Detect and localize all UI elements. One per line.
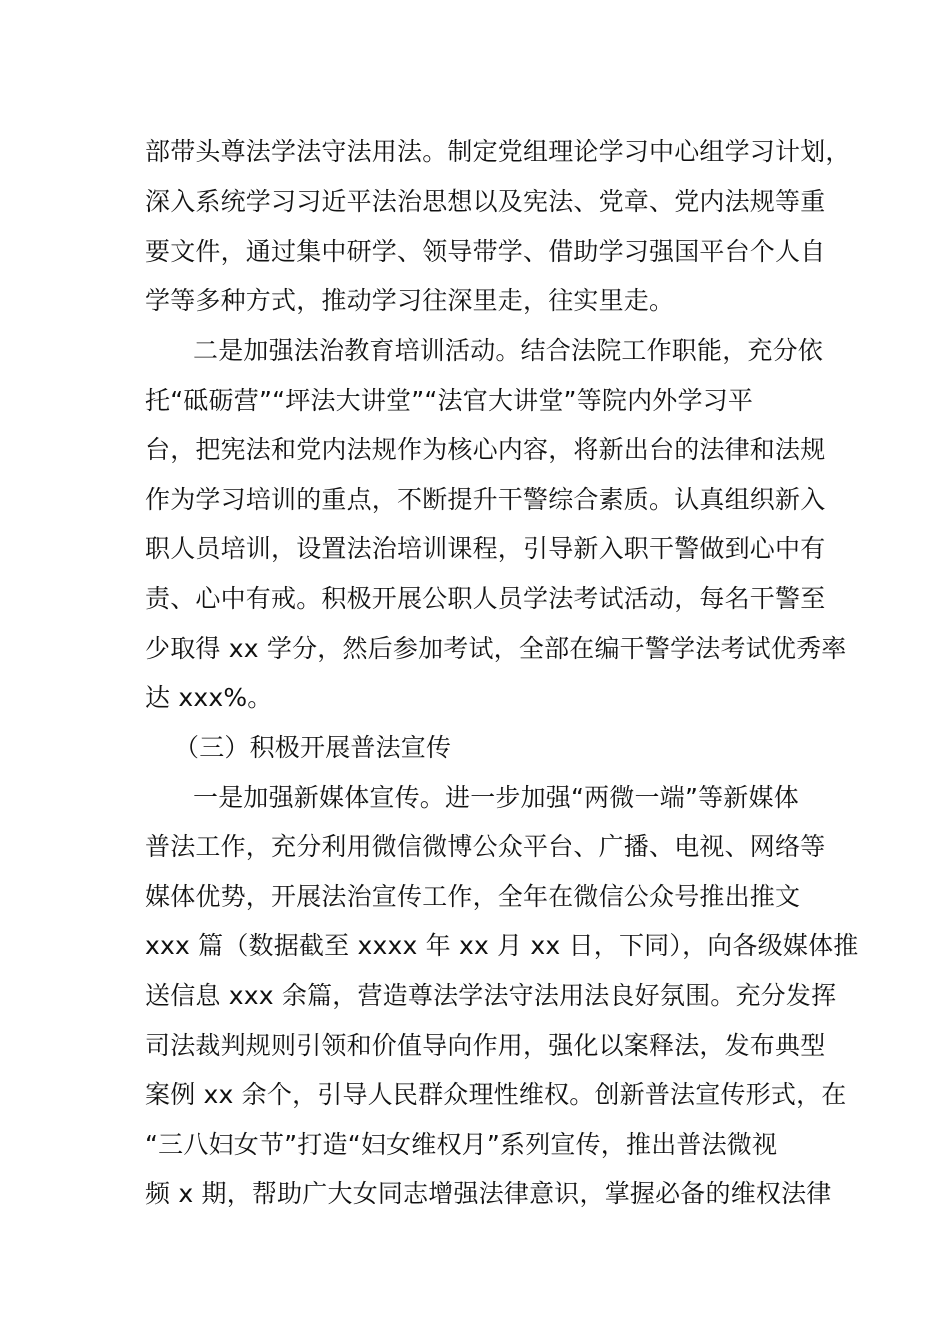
text-line: 深入系统学习习近平法治思想以及宪法、党章、党内法规等重 <box>145 187 826 216</box>
text-line: 司法裁判规则引领和价值导向作用，强化以案释法，发布典型 <box>145 1031 826 1060</box>
text-line: “三八妇女节”打造“妇女维权月”系列宣传，推出普法微视 <box>145 1130 778 1159</box>
text-line: 要文件，通过集中研学、领导带学、借助学习强国平台个人自 <box>145 237 826 266</box>
text-line: 台，把宪法和党内法规作为核心内容，将新出台的法律和法规 <box>145 435 826 464</box>
text-line: 案例 xx 余个，引导人民群众理性维权。创新普法宣传形式，在 <box>145 1080 847 1109</box>
text-line: 部带头尊法学法守法用法。制定党组理论学习中心组学习计划， <box>145 137 851 166</box>
text-line: 职人员培训，设置法治培训课程，引导新入职干警做到心中有 <box>145 534 826 563</box>
paragraph-first-line: 一是加强新媒体宣传。进一步加强“两微一端”等新媒体 <box>193 783 799 812</box>
text-line: 频 x 期，帮助广大女同志增强法律意识，掌握必备的维权法律 <box>145 1179 832 1208</box>
text-line: 学等多种方式，推动学习往深里走，往实里走。 <box>145 286 675 315</box>
section-heading: （三）积极开展普法宣传 <box>174 733 452 762</box>
text-line: 作为学习培训的重点，不断提升干警综合素质。认真组织新入 <box>145 485 826 514</box>
text-line: 托“砥砺营”“坪法大讲堂”“法官大讲堂”等院内外学习平 <box>145 386 754 415</box>
text-line: 送信息 xxx 余篇，营造尊法学法守法用法良好氛围。充分发挥 <box>145 981 837 1010</box>
text-line: 少取得 xx 学分，然后参加考试，全部在编干警学法考试优秀率 <box>145 634 847 663</box>
text-line: 普法工作，充分利用微信微博公众平台、广播、电视、网络等 <box>145 832 826 861</box>
text-line: 媒体优势，开展法治宣传工作，全年在微信公众号推出推文 <box>145 882 801 911</box>
text-line: 达 xxx%。 <box>145 683 273 712</box>
text-line: 责、心中有戒。积极开展公职人员学法考试活动，每名干警至 <box>145 584 826 613</box>
text-line: xxx 篇（数据截至 xxxx 年 xx 月 xx 日，下同），向各级媒体推 <box>145 931 859 960</box>
paragraph-first-line: 二是加强法治教育培训活动。结合法院工作职能，充分依 <box>193 336 824 365</box>
